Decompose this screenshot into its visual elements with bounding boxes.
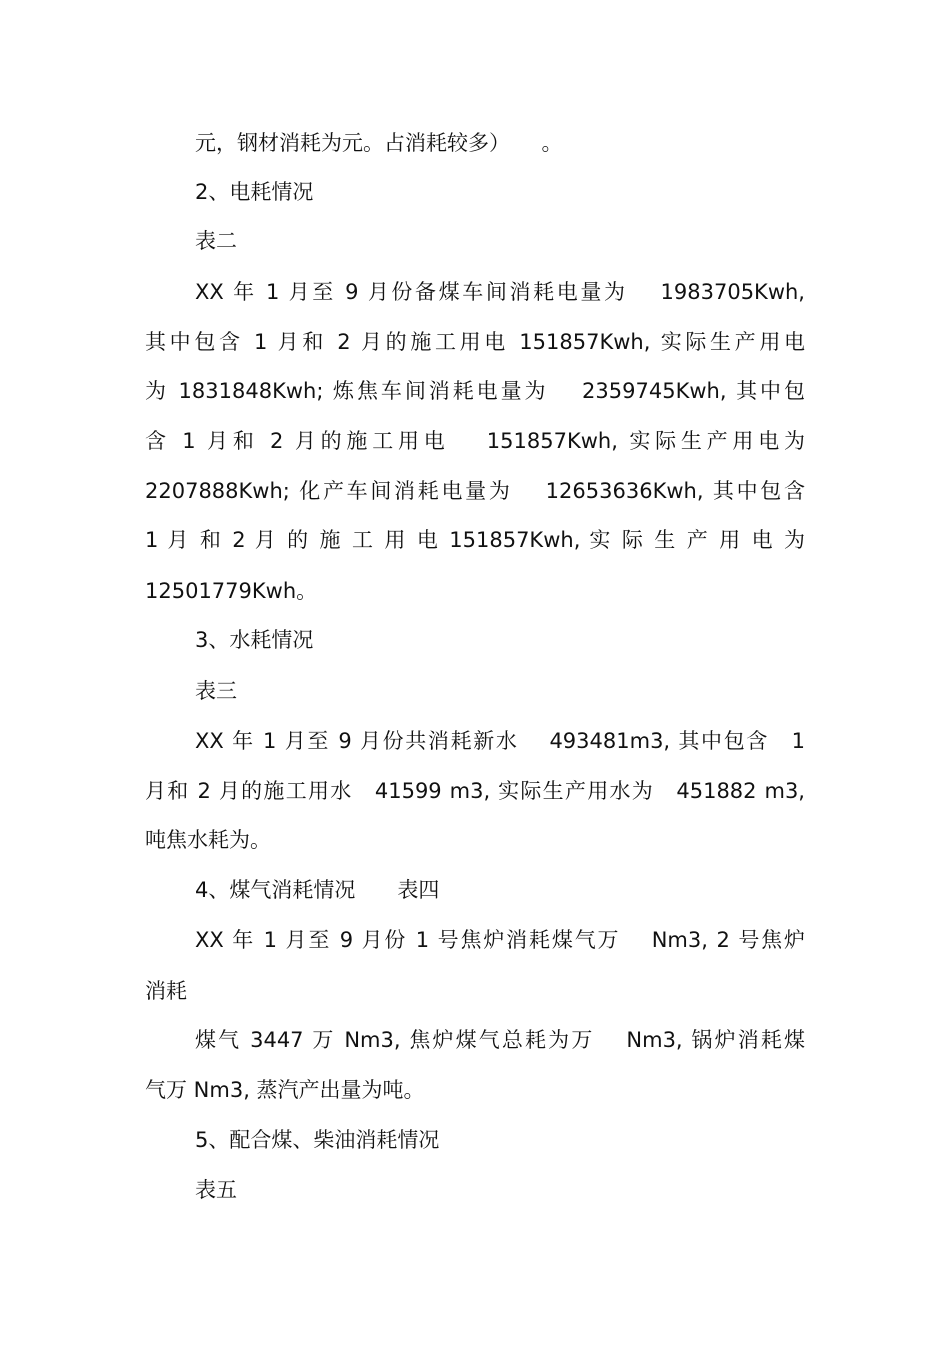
text-line-17: XX 年 1 月至 9 月份 1 号焦炉消耗煤气万 Nm3, 2 号焦炉 <box>195 928 805 952</box>
text-line-6: 为 1831848Kwh; 炼焦车间消耗电量为 2359745Kwh, 其中包 <box>145 379 805 403</box>
section-heading-gas: 4、煤气消耗情况 表四 <box>195 878 440 902</box>
text-line-9: 1 月 和 2 月 的 施 工 用 电 151857Kwh, 实 际 生 产 用 电 为 <box>145 528 805 552</box>
text-line-13: XX 年 1 月至 9 月份共消耗新水 493481m3, 其中包含 1 <box>195 729 805 753</box>
table-label-3: 表三 <box>195 679 237 703</box>
table-label-5: 表五 <box>195 1178 237 1202</box>
text-line-10: 12501779Kwh。 <box>145 579 318 603</box>
section-heading-electricity: 2、电耗情况 <box>195 180 314 204</box>
text-line-5: 其中包含 1 月和 2 月的施工用电 151857Kwh, 实际生产用电 <box>145 330 805 354</box>
text-line-20: 气万 Nm3, 蒸汽产出量为吨。 <box>145 1078 425 1102</box>
text-line-14: 月和 2 月的施工用水 41599 m3, 实际生产用水为 451882 m3, <box>145 779 805 803</box>
text-line-8: 2207888Kwh; 化产车间消耗电量为 12653636Kwh, 其中包含 <box>145 479 805 503</box>
section-heading-coal-diesel: 5、配合煤、柴油消耗情况 <box>195 1128 440 1152</box>
text-line-1: 元，钢材消耗为元。占消耗较多） 。 <box>195 131 563 155</box>
section-heading-water: 3、水耗情况 <box>195 628 314 652</box>
text-line-18: 消耗 <box>145 979 187 1003</box>
text-line-15: 吨焦水耗为。 <box>145 828 271 852</box>
text-line-7: 含 1 月和 2 月的施工用电 151857Kwh, 实际生产用电为 <box>145 429 805 453</box>
table-label-2: 表二 <box>195 229 237 253</box>
text-line-4: XX 年 1 月至 9 月份备煤车间消耗电量为 1983705Kwh, <box>195 280 805 304</box>
text-line-19: 煤气 3447 万 Nm3, 焦炉煤气总耗为万 Nm3, 锅炉消耗煤 <box>195 1028 805 1052</box>
